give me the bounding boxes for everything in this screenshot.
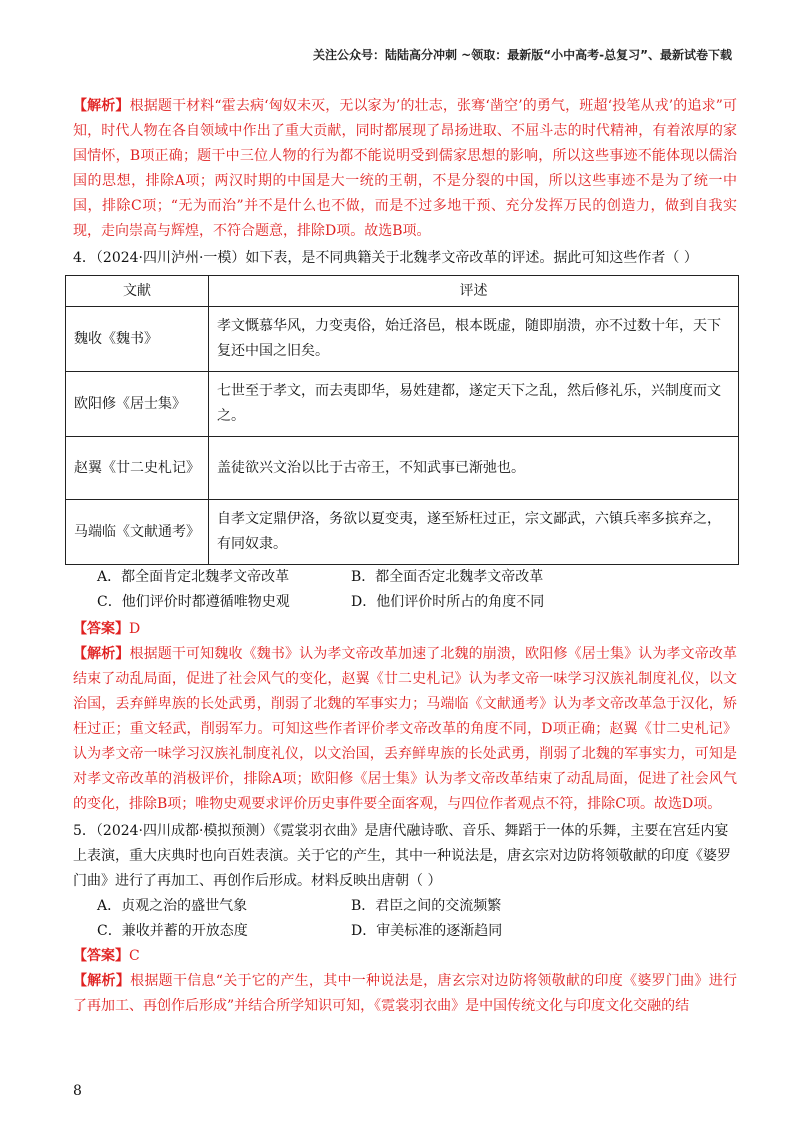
page-header: 关注公众号：陆陆高分冲刺 ~领取：最新版“小中高考-总复习”、最新试卷下载: [313, 48, 732, 62]
analysis-tag: 【解析】: [73, 646, 130, 662]
option-d: D．他们评价时所占的角度不同: [351, 594, 545, 610]
question-5-options: [73, 894, 737, 944]
table-cell-source: 赵翼《廿二史札记》: [66, 437, 209, 500]
table-cell-source: 欧阳修《居士集》: [66, 372, 209, 437]
q3-analysis: [73, 94, 737, 244]
table-cell-review: 盖徒欲兴文治以比于古帝王，不知武事已渐弛也。: [209, 437, 739, 500]
page-content: [73, 94, 737, 1019]
option-a: A．都全面肯定北魏孝文帝改革: [97, 569, 290, 585]
answer-value: C: [129, 948, 140, 964]
table-row: [66, 437, 739, 500]
table-row: [66, 372, 739, 437]
column-header: 文献: [66, 276, 209, 307]
option-a: A．贞观之治的盛世气象: [97, 898, 248, 914]
answer-tag: 【答案】: [73, 621, 129, 637]
table-cell-review: 七世至于孝文，而去夷即华，易姓建都，遂定天下之乱，然后修礼乐，兴制度而文之。: [209, 372, 739, 437]
analysis-text: 根据题干可知魏收《魏书》认为孝文帝改革加速了北魏的崩溃，欧阳修《居士集》认为孝文帝改革结束了动乱局面，促进了社会风气的变化，赵翼《廿二史札记》认为孝文帝一味学习汉族礼制度礼仪，以文治国，丢弃鲜卑族的长处武勇，削弱了北魏的军事实力；马端临《文献通考》认为孝文帝改革急于汉化，矫枉过正；重文轻武，削弱军力。可知这些作者评价孝文帝改革的角度不同，D项正确；赵翼《廿二史札记》认为孝文帝一味学习汉族礼制度礼仪，以文治国，丢弃鲜卑族的长处武勇，削弱了北魏的军事实力，可知是对孝文帝改革的消极评价，排除A项；欧阳修《居士集》认为孝文帝改革结束了动乱局面，促进了社会风气的变化，排除B项；唯物史观要求评价历史事件要全面客观，与四位作者观点不符，排除C项。故选D项。: [73, 646, 738, 812]
question-5-stem: 5．（2024·四川成都·模拟预测）《霓裳羽衣曲》是唐代融诗歌、音乐、舞蹈于一体的乐舞，主要在宫廷内宴上表演，重大庆典时也向百姓表演。关于它的产生，其中一种说法是，唐玄宗对边防将领敬献的印度《婆罗门曲》进行了再加工、再创作后形成。材料反映出唐朝（ ）: [73, 823, 731, 889]
analysis-text: 根据题干信息“关于它的产生，其中一种说法是，唐玄宗对边防将领敬献的印度《婆罗门曲》进行了再加工、再创作后形成”并结合所学知识可知，《霓裳羽衣曲》是中国传统文化与印度文化交融的结: [73, 973, 738, 1014]
table-cell-source: 马端临《文献通考》: [66, 500, 209, 565]
table-cell-review: 自孝文定鼎伊洛，务欲以夏变夷，遂至矫枉过正，宗文鄙武，六镇兵率多摈弃之，有同奴隶。: [209, 500, 739, 565]
question-5-answer: [73, 944, 737, 969]
table-header-row: [66, 276, 739, 307]
table-row: [66, 500, 739, 565]
reviews-table: [65, 275, 739, 565]
table-cell-review: 孝文慨慕华风，力变夷俗，始迁洛邑，根本既虚，随即崩溃，亦不过数十年，天下复还中国之旧矣。: [209, 307, 739, 372]
page-number: 8: [73, 1083, 82, 1099]
question-5-analysis: [73, 969, 737, 1019]
table-cell-source: 魏收《魏书》: [66, 307, 209, 372]
table-row: [66, 307, 739, 372]
column-header: 评述: [209, 276, 739, 307]
analysis-text: 根据题干材料“霍去病‘匈奴未灭，无以家为’的壮志，张骞‘凿空’的勇气，班超‘投笔从戎’的追求”可知，时代人物在各自领域中作出了重大贡献，同时都展现了昂扬进取、不屈斗志的时代精神，有着浓厚的家国情怀，B项正确；题干中三位人物的行为都不能说明受到儒家思想的影响，所以这些事迹不能体现以儒治国的思想，排除A项；两汉时期的中国是大一统的王朝，不是分裂的中国，所以这些事迹不是为了统一中国，排除C项；“无为而治”并不是什么也不做，而是不过多地干预、充分发挥万民的创造力，做到自我实现，走向崇高与辉煌，不符合题意，排除D项。故选B项。: [73, 98, 738, 239]
option-b: B．都全面否定北魏孝文帝改革: [351, 569, 544, 585]
option-c: C．他们评价时都遵循唯物史观: [97, 594, 290, 610]
question-4-options: [73, 565, 737, 615]
analysis-tag: 【解析】: [73, 973, 131, 989]
question-4-answer: [73, 617, 737, 642]
option-d: D．审美标准的逐渐趋同: [351, 923, 503, 939]
analysis-tag: 【解析】: [73, 98, 130, 114]
question-4-stem: 4．（2024·四川泸州·一模）如下表，是不同典籍关于北魏孝文帝改革的评述。据此可知这些作者（ ）: [73, 250, 698, 266]
option-c: C．兼收并蓄的开放态度: [97, 923, 248, 939]
option-b: B．君臣之间的交流频繁: [351, 898, 502, 914]
question-4-analysis: [73, 642, 737, 817]
answer-value: D: [129, 621, 141, 637]
answer-tag: 【答案】: [73, 948, 129, 964]
